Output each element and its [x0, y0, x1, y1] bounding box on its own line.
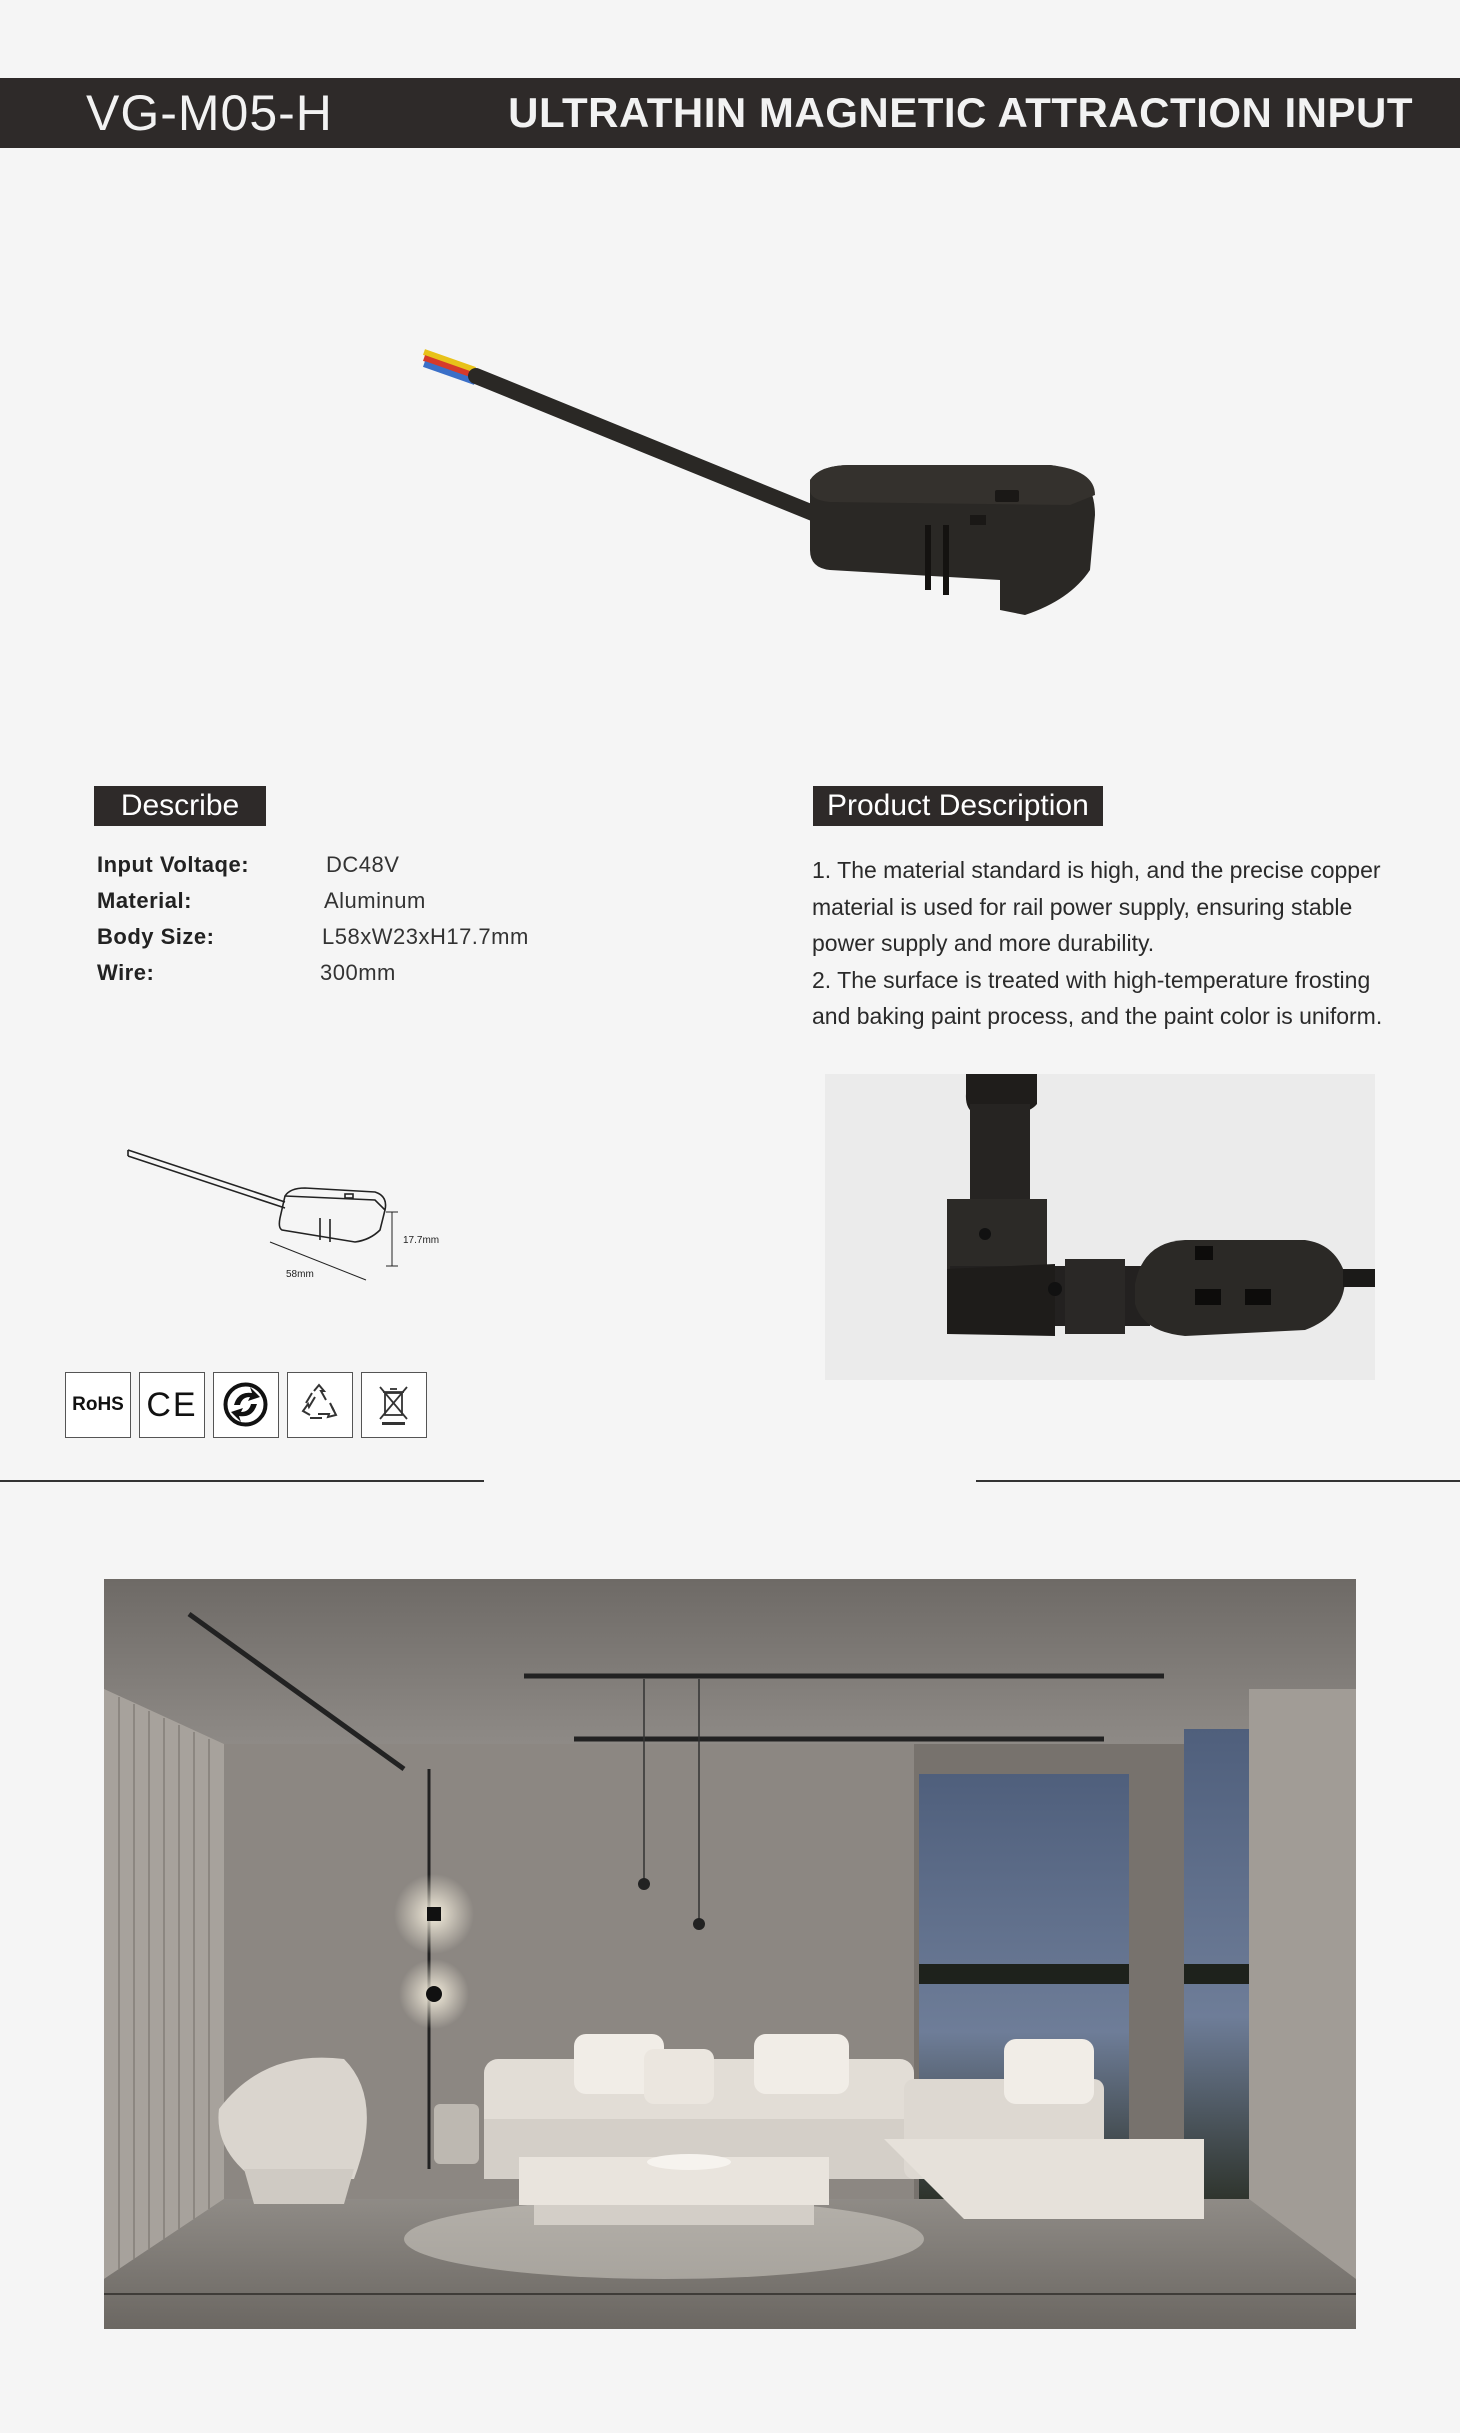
spec-value: Aluminum [324, 888, 426, 913]
description-line: power supply and more durability. [812, 930, 1155, 956]
spec-key: Body Size: [97, 924, 215, 949]
installed-product-image [825, 1074, 1375, 1380]
ce-badge [139, 1372, 205, 1438]
spec-row-material [97, 888, 657, 924]
cable-wires [424, 352, 475, 382]
product-hero-image [410, 330, 1100, 660]
description-line: material is used for rail power supply, ensuring stable [812, 893, 1353, 920]
product-description-text [812, 852, 1432, 1035]
spec-value: L58xW23xH17.7mm [322, 924, 529, 949]
description-line: and baking paint process, and the paint color is uniform. [812, 1003, 1383, 1029]
divider-right [976, 1480, 1460, 1482]
describe-label: Describe [94, 786, 266, 826]
model-number: VG-M05-H [86, 85, 333, 141]
spec-key: Input Voltaqe: [97, 852, 250, 877]
spec-value: 300mm [320, 960, 396, 985]
rohs-text: RoHS [72, 1394, 124, 1415]
rohs-badge [65, 1372, 131, 1438]
spec-row-body-size [97, 924, 657, 960]
product-headline: ULTRATHIN MAGNETIC ATTRACTION INPUT [508, 89, 1413, 136]
product-description-label: Product Description [813, 786, 1103, 826]
dimension-drawing [120, 1130, 460, 1290]
spec-key: Material: [97, 888, 192, 913]
weee-badge [361, 1372, 427, 1438]
height-dimension: 17.7mm [403, 1235, 440, 1246]
recycle-icon [288, 1373, 351, 1436]
ce-text: CE [146, 1386, 198, 1424]
living-room-scene [104, 1579, 1356, 2329]
spec-value: DC48V [326, 852, 400, 877]
description-line: 2. The surface is treated with high-temperature frosting [812, 966, 1371, 993]
green-dot-badge [213, 1372, 279, 1438]
spec-row-wire [97, 960, 657, 996]
spec-key: Wire: [97, 960, 155, 985]
length-dimension: 58mm [286, 1269, 314, 1280]
recycle-badge [287, 1372, 353, 1438]
divider-left [0, 1480, 484, 1482]
spec-row-voltage [97, 852, 657, 888]
description-line: 1. The material standard is high, and the precise copper [812, 857, 1381, 883]
green-dot-icon [214, 1373, 277, 1436]
spec-list [97, 852, 657, 996]
weee-bin-icon [362, 1373, 425, 1436]
